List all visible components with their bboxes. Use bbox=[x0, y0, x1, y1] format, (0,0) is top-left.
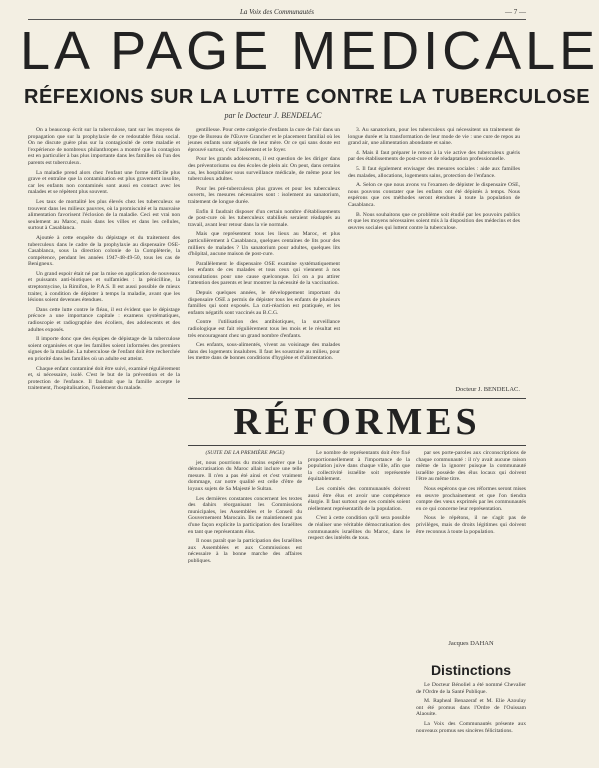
paragraph: Les comités des communautés doivent aussi être élus et avoir une compétence élargie. Il faut surtout que ces comités soient réellement représentatifs de la population. bbox=[308, 485, 410, 512]
newspaper-name: La Voix des Communautés bbox=[239, 8, 315, 16]
paragraph: Pour les pré-tuberculeux plus graves et pour les tuberculeux ouverts, les mesures nécessaires sont : isolement au sanatorium, traitement de longue durée. bbox=[188, 185, 340, 205]
paragraph: Parallèlement le dispensaire OSE examine systématiquement les enfants de ces malades et tous ceux qui viennent à nos consultations pour une cause quelconque. Ici on a pu attirer l'attention des parents et leur montrer la nécessité de la vaccination. bbox=[188, 260, 340, 287]
paragraph: Nous espérons que ces réformes seront mises en œuvre prochainement et que l'on tiendra compte des vœux exprimés par les communautés en ce qui concerne leur représentation. bbox=[416, 485, 526, 512]
divider bbox=[188, 398, 526, 399]
paragraph: Nous le répétons, il ne s'agit pas de privilèges, mais de droits légitimes qui doivent être reconnus à toute la population. bbox=[416, 515, 526, 535]
reformes-column-3 bbox=[416, 450, 526, 656]
paragraph: Les dernières constantes concernent les textes des dahirs réorganisant les Commissions municipales, les Assemblées et le Conseil du Gouvernement Marocain. Ils ne maintiennent pas d'une façon explicite la participation des Israélites en tant que représentants élus. bbox=[188, 495, 302, 535]
paragraph: B. Nous souhaitons que ce problème soit étudié par les pouvoirs publics et que les moyens nécessaires soient mis à la disposition des médecins et des œuvres sociales qui luttent contre la tuberculose. bbox=[348, 211, 520, 231]
paragraph: C'est à cette condition qu'il sera possible de réaliser une véritable démocratisation des communautés israélites du Maroc, dans le respect des intérêts de tous. bbox=[308, 515, 410, 542]
paragraph: Chaque enfant contaminé doit être suivi, examiné régulièrement et, si nécessaire, isolé. C'est le but de la prévention et de la protection de l'enfance. Il faudrait que la famille accepte le traitement, l'hospitalisation, l'isolement du malade. bbox=[28, 365, 180, 392]
reformes-column-2 bbox=[308, 450, 410, 758]
reformes-column-1 bbox=[188, 450, 302, 758]
paragraph: Ajoutée à cette enquête du dépistage et du traitement des tuberculeux dans le cadre de la prophylaxie au dispensaire OSE-Casablanca, sous la direction colonie de la Complèterie, la compétence, pendant les années 1947-48-49-50, tous les cas de Benigneux. bbox=[28, 234, 180, 268]
article1-column-3 bbox=[348, 127, 520, 427]
paragraph: Depuis quelques années, le développement important du dispensaire OSE a permis de dépister tous les enfants de plusieurs familles qui sont exposés. La cuti-réaction est pratiquée, et les enfants négatifs sont vaccinés au B.C.G. bbox=[188, 290, 340, 316]
article1-column-1 bbox=[28, 127, 180, 757]
divider bbox=[188, 445, 526, 446]
paragraph: Pour les grands adolescents, il est question de les diriger dans des préventoriums ou des écoles de plein air. On peut, dans certains cas, les hospitaliser sous surveillance médicale, de même pour les tuberculeux adultes. bbox=[188, 156, 340, 183]
paragraph: Mais que représentent tous les lieux au Maroc, et plus particulièrement à Casablanca, quelques centaines de lits pour des milliers de malades ? Un sanatorium pour adultes, quelques lits d'hôpital, aucune maison de post-cure. bbox=[188, 231, 340, 258]
article-subtitle: RÉFEXIONS SUR LA LUTTE CONTRE LA TUBERCULOSE bbox=[24, 86, 591, 108]
article1-signature: Docteur J. BENDELAC. bbox=[455, 386, 520, 393]
paragraph: 4. Mais il faut préparer le retour à la vie active des tuberculeux guéris par des établissements de post-cure et de réadaptation professionnelle. bbox=[348, 149, 520, 163]
paragraph: A. Selon ce que nous avons vu l'examen de dépister le dispensaire OSE, nous pouvons constater que les enfants ont été dépistés à temps. Nous espérons que ces méthodes seront étendues à toute la population de Casablanca. bbox=[348, 182, 520, 208]
page-header bbox=[28, 7, 526, 20]
paragraph: Le nombre de représentants doit être fixé proportionnellement à l'importance de la population juive dans chaque ville, afin que la collectivité israélite soit représentée équitablement. bbox=[308, 450, 410, 483]
paragraph: La Voix des Communautés présente aux nouveaux promus ses sincères félicitations. bbox=[416, 720, 526, 734]
page-number: — 7 — bbox=[505, 8, 526, 16]
paragraph: Enfin il faudrait disposer d'un certain nombre d'établissements de post-cure où les tuberculeux stabilisés seraient réadaptés au travail, avant leur retour dans la vie normale. bbox=[188, 208, 340, 228]
paragraph: 3. Au sanatorium, pour les tuberculeux qui nécessitent un traitement de longue durée et la transformation de leur mode de vie : une cure de repos au grand air, une alimentation abondante et saine. bbox=[348, 127, 520, 147]
paragraph: Ces enfants, sous-alimentés, vivent au voisinage des malades dans des logements insalubres. Il faut les soustraire au milieu, pour les mettre dans de bonnes conditions d'hygiène et d'alimentation. bbox=[188, 342, 340, 362]
article-title: LA PAGE MEDICALE bbox=[20, 21, 599, 81]
paragraph: Il importe donc que des équipes de dépistage de la tuberculose soient organisées et que les familles soient informées des premiers signes de la maladie. La tuberculose de l'enfant doit être recherchée en priorité dans les familles où un adulte est atteint. bbox=[28, 336, 180, 362]
paragraph: Dans cette lutte contre le fléau, il est évident que le dépistage précoce a une importance capitale : examens systématiques, radioscopie et radiographie des écoliers, des adolescents et des adultes exposés. bbox=[28, 306, 180, 333]
distinctions-title: Distinctions bbox=[430, 662, 512, 678]
paragraph: La maladie prend alors chez l'enfant une forme difficile plus grave et entraîne que la contamination est plus gravement insolite, car les enfants non contaminés sont aussi en contact avec les malades et se répètent plus souvent. bbox=[28, 169, 180, 196]
continuation-note: (SUITE DE LA PREMIÈRE PAGE) bbox=[205, 450, 285, 456]
reformes-signature: Jacques DAHAN bbox=[448, 640, 494, 647]
paragraph: gentillesse. Pour cette catégorie d'enfants la cure de l'air dans un type de Bureau de l'Œuvre Grancher et le placement familial où les jeunes enfants sont séparés de leur mère. Or ce qui sans doute est éprouvé surtout, c'est l'isolement et le foyer. bbox=[188, 127, 340, 153]
paragraph: 5. Il faut également envisager des mesures sociales : aide aux familles des malades, allocations, logements sains, protection de l'enfance. bbox=[348, 165, 520, 179]
paragraph: Un grand espoir était né par la mise en application de nouveaux et puissants anti-biotiques et sulfamides : la pénicilline, la streptomycine, la Rimifon, le P.A.S. Il est aussi possible de mieux traiter, à condition de dépister à temps la maladie, avant que les lésions soient devenues étendues. bbox=[28, 270, 180, 304]
paragraph: M. Rapheal Benazeraf et M. Elie Azoulay ont été promus dans l'Ordre de l'Ouissam Alaouite. bbox=[416, 698, 526, 718]
distinctions-body bbox=[416, 682, 526, 758]
paragraph: Il nous paraît que la participation des Israélites aux Assemblées et aux Commissions est nécessaire à la bonne marche des affaires publiques. bbox=[188, 538, 302, 564]
paragraph: Le Docteur Bénoliel a été nommé Chevalier de l'Ordre de la Santé Publique. bbox=[416, 682, 526, 695]
paragraph: Contre l'utilisation des antibiotiques, la surveillance radiologique est fait régulièrement tous les mois et le résultat est très encourageant chez un grand nombre d'enfants. bbox=[188, 319, 340, 339]
paragraph: jet, nous pourrions du moins espérer que la démocratisation du Maroc allait inclure une telle mesure. Il n'en a pas été ainsi et c'est vraiment dommage, car notre qualité est celle d'être de loyaux sujets de Sa Majesté le Sultan. bbox=[188, 459, 302, 492]
paragraph: par ses porte-paroles aux circonscriptions de chaque communauté : il n'y avait aucune raison même de la ignorer puisque la communauté israélite possède des élus locaux qui doivent l'être au même titre. bbox=[416, 450, 526, 483]
article-byline: par le Docteur J. BENDELAC bbox=[224, 111, 322, 120]
reformes-title: RÉFORMES bbox=[233, 401, 481, 443]
paragraph: Les taux de mortalité les plus élevés chez les tuberculeux se trouvent dans les milieux pauvres, où la promiscuité et la mauvaise alimentation favorisent l'éclosion de la maladie. Ceci est vrai non seulement au Maroc, mais dans les villes et dans les cellules, surtout à Casablanca. bbox=[28, 198, 180, 232]
paragraph: On a beaucoup écrit sur la tuberculose, tant sur les moyens de propagation que sur la prophylaxie de ce redoutable fléau social. On ne discute guère plus sur la contagiosité de cette maladie et l'expérience de nombreux philanthropes a montré que la contagion est en particulier à bas plus importante dans les familles où l'un des parents est tuberculeux. bbox=[28, 127, 180, 166]
